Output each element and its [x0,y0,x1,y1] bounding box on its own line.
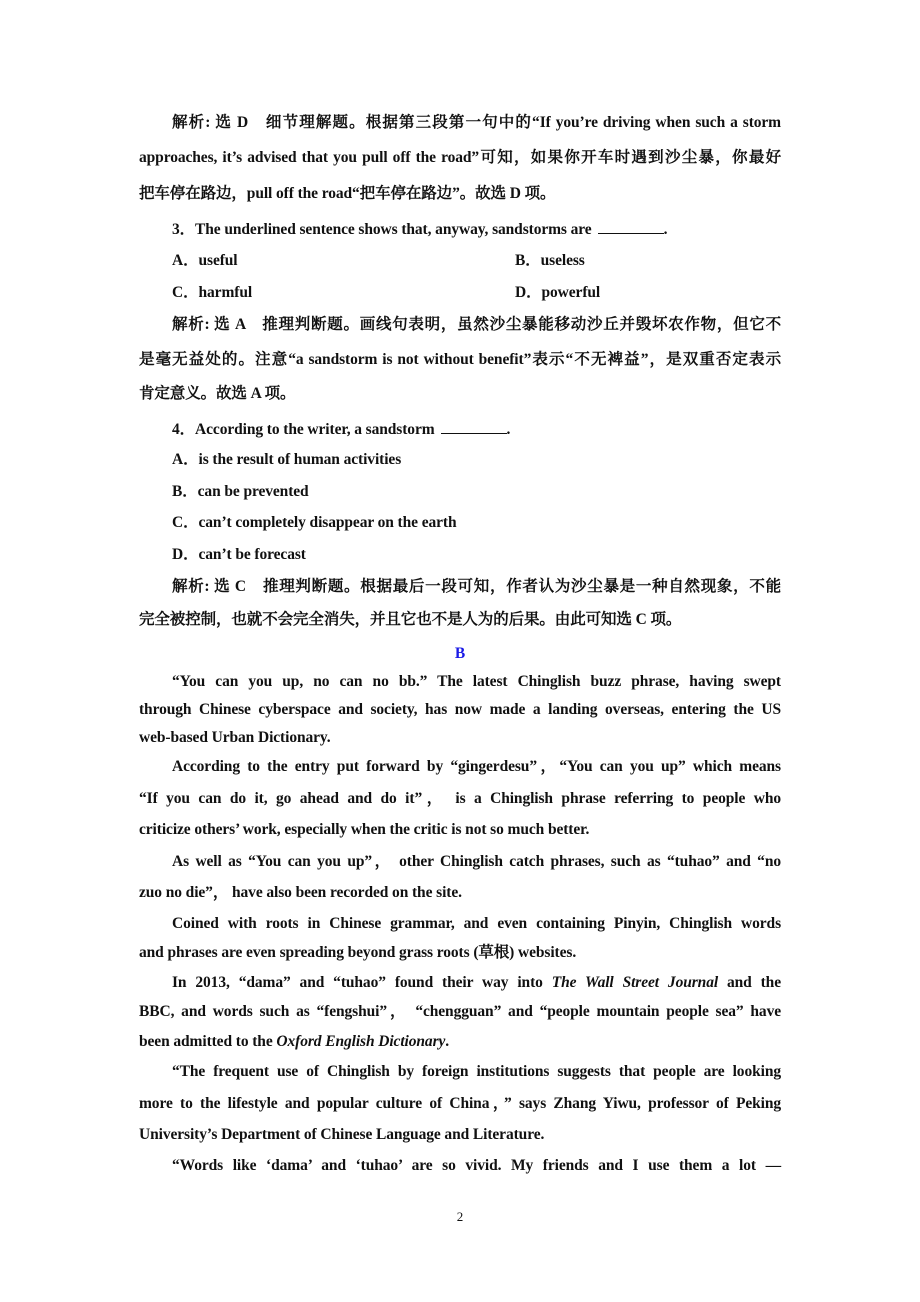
publication-title: The Wall Street Journal [551,974,719,991]
passage-b-p5-line-1 [139,973,781,993]
p5-text: In 2013, “dama” and “tuhao” found their way into [172,974,552,991]
passage-b-p2-line-1: According to the entry put forward by “gingerdesu”，“You can you up” which means [172,758,781,775]
p5-text: been admitted to the [139,1033,277,1050]
passage-b-p1-line-3: web-based Urban Dictionary. [139,729,331,746]
q3-option-d: D．powerful [515,284,601,301]
passage-b-p3-line-1: As well as “You can you up”， other Chinglish catch phrases, such as “tuhao” and “no [172,853,781,870]
answer-blank [598,219,664,234]
q3-stem-end: . [663,221,668,238]
q3-stem [139,219,781,240]
passage-b-p6-line-1: “The frequent use of Chinglish by foreign institutions suggests that people are looking [172,1063,781,1080]
q4-option-c: C．can’t completely disappear on the earth [172,514,457,531]
passage-b-p5-line-3 [139,1032,781,1052]
passage-b-p4-line-2: and phrases are even spreading beyond grass roots (草根) websites. [139,944,577,961]
passage-b-p1-line-1: “You can you up, no can no bb.” The latest Chinglish buzz phrase, having swept [172,673,781,690]
passage-b-p2-line-3: criticize others’ work, especially when the critic is not so much better. [139,821,590,838]
q4-option-b: B．can be prevented [172,483,309,500]
passage-b-p3-line-2: zuo no die”， have also been recorded on the site. [139,884,462,901]
page-number: 2 [456,1209,464,1224]
passage-b-p6-line-3: University’s Department of Chinese Language and Literature. [139,1126,545,1143]
dictionary-title: Oxford English Dictionary [276,1033,446,1050]
q2-explanation-line-1: 解析: 选 D 细节理解题。根据第三段第一句中的“If you’re driving when such a storm [172,114,781,131]
q4-option-a: A．is the result of human activities [172,451,402,468]
q4-stem-text: 4．According to the writer, a sandstorm [172,421,435,438]
passage-b-p7-line-1: “Words like ‘dama’ and ‘tuhao’ are so vivid. My friends and I use them a lot — [172,1157,781,1174]
q3-explanation-line-3: 肯定意义。故选 A 项。 [139,385,296,402]
q3-explanation-line-2: 是毫无益处的。注意“a sandstorm is not without benefit”表示“不无裨益”，是双重否定表示 [139,351,781,368]
answer-blank [441,419,507,434]
q4-option-d: D．can’t be forecast [172,546,306,563]
q4-stem-end: . [506,421,511,438]
q2-explanation-line-2: approaches, it’s advised that you pull off the road”可知，如果你开车时遇到沙尘暴，你最好 [139,149,781,166]
q2-explanation-line-3: 把车停在路边，pull off the road“把车停在路边”。故选 D 项。 [139,185,556,202]
q3-option-b: B．useless [515,252,585,269]
q4-explanation-line-2: 完全被控制，也就不会完全消失，并且它也不是人为的后果。由此可知选 C 项。 [139,611,682,628]
q3-options-row-1 [139,251,781,271]
q4-explanation-line-1: 解析: 选 C 推理判断题。根据最后一段可知，作者认为沙尘暴是一种自然现象，不能 [172,578,781,595]
p5-text: . [445,1033,450,1050]
q3-explanation-line-1: 解析: 选 A 推理判断题。画线句表明，虽然沙尘暴能移动沙丘并毁坏农作物，但它不 [172,316,781,333]
q3-option-c: C．harmful [172,284,253,301]
passage-b-p4-line-1: Coined with roots in Chinese grammar, and even containing Pinyin, Chinglish words [172,915,781,932]
p5-text: and the [718,974,781,991]
q3-options-row-2 [139,283,781,303]
passage-b-p5-line-2: BBC, and words such as “fengshui”， “chengguan” and “people mountain people sea” have [139,1003,781,1020]
q3-stem-text: 3．The underlined sentence shows that, anyway, sandstorms are [172,221,592,238]
passage-b-p1-line-2: through Chinese cyberspace and society, has now made a landing overseas, entering the US [139,701,781,718]
passage-heading-b: B [454,645,466,662]
passage-b-p2-line-2: “If you can do it, go ahead and do it”， is a Chinglish phrase referring to people who [139,790,781,807]
q4-stem [139,419,781,440]
q3-option-a: A．useful [172,252,238,269]
passage-b-p6-line-2: more to the lifestyle and popular culture of China，” says Zhang Yiwu, professor of Peking [139,1095,781,1112]
